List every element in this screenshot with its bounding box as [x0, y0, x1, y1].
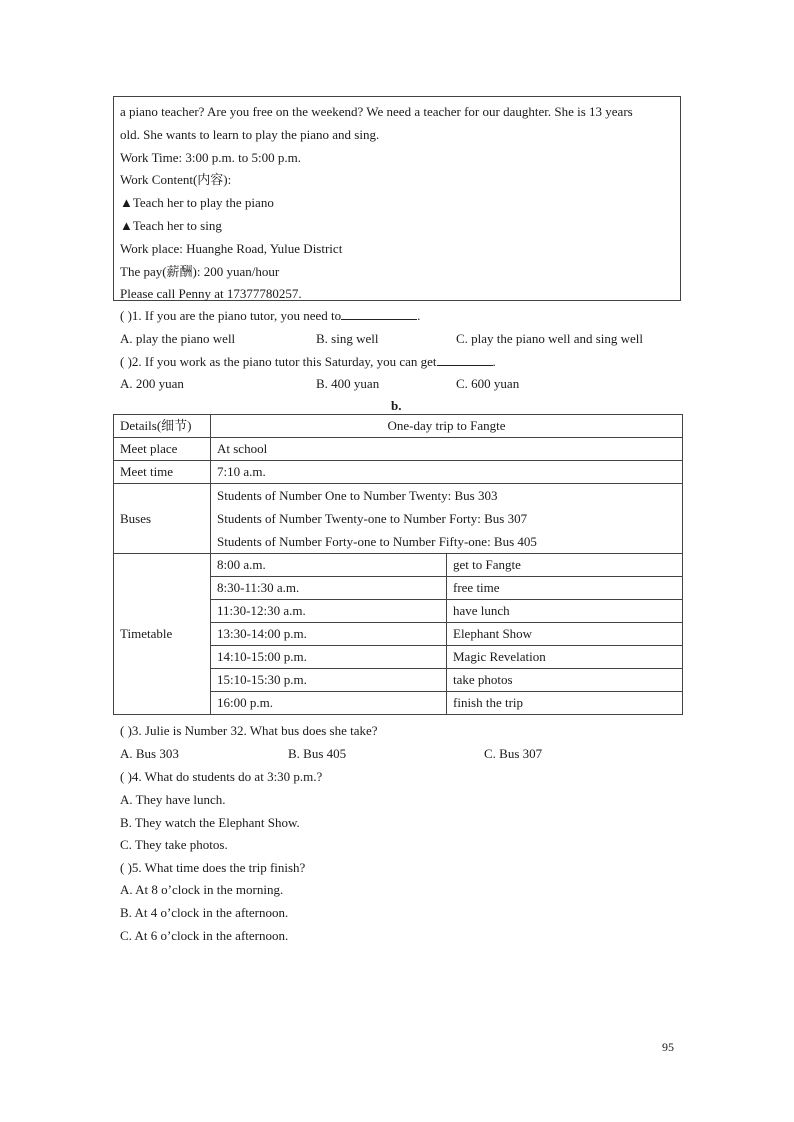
bus-line: Students of Number Forty-one to Number Fifty-one: Bus 405 [217, 534, 537, 549]
timetable-time: 13:30-14:00 p.m. [211, 623, 447, 646]
q2-option-c: C. 600 yuan [456, 376, 520, 391]
question-1-period: . [417, 308, 421, 323]
ad-work-place: Work place: Huanghe Road, Yulue District [120, 240, 343, 256]
question-4: ( )4. What do students do at 3:30 p.m.? [120, 769, 323, 784]
bus-line: Students of Number One to Number Twenty: Bus 303 [217, 488, 498, 503]
ad-task-piano: ▲Teach her to play the piano [120, 195, 274, 211]
ad-work-time: Work Time: 3:00 p.m. to 5:00 p.m. [120, 149, 301, 165]
section-b-label: b. [391, 398, 402, 413]
table-row [114, 461, 683, 484]
ad-contact: Please call Penny at 17377780257. [120, 286, 302, 302]
timetable-time: 14:10-15:00 p.m. [211, 646, 447, 669]
q2-option-b: B. 400 yuan [316, 376, 380, 391]
job-ad-box [113, 96, 681, 301]
timetable-label: Timetable [114, 554, 211, 715]
q1-option-b: B. sing well [316, 331, 379, 346]
buses-label: Buses [114, 484, 211, 554]
table-row [114, 484, 683, 554]
timetable-activity: Elephant Show [447, 623, 683, 646]
ad-task-sing: ▲Teach her to sing [120, 217, 222, 233]
question-3: ( )3. Julie is Number 32. What bus does she take? [120, 723, 378, 738]
question-2 [120, 354, 496, 370]
q4-option-b: B. They watch the Elephant Show. [120, 815, 300, 830]
q1-option-a: A. play the piano well [120, 331, 236, 346]
answer-blank[interactable] [341, 308, 417, 320]
table-header-row [114, 415, 683, 438]
ad-line: old. She wants to learn to play the piano and sing. [120, 126, 380, 142]
table-row [114, 438, 683, 461]
question-2-period: . [492, 354, 496, 369]
q1-option-c: C. play the piano well and sing well [456, 331, 644, 346]
meet-place-label: Meet place [114, 438, 211, 461]
question-1-text: ( )1. If you are the piano tutor, you need to [120, 308, 342, 323]
meet-place-value: At school [211, 438, 683, 461]
ad-line: a piano teacher? Are you free on the weekend? We need a teacher for our daughter. She is 13 years [120, 104, 633, 119]
meet-time-label: Meet time [114, 461, 211, 484]
question-5: ( )5. What time does the trip finish? [120, 860, 306, 875]
trip-table [113, 414, 683, 715]
timetable-row [114, 554, 683, 577]
timetable-activity: Magic Revelation [447, 646, 683, 669]
timetable-activity: get to Fangte [447, 554, 683, 577]
q5-option-a: A. At 8 o’clock in the morning. [120, 882, 284, 897]
ad-pay: The pay(薪酬): 200 yuan/hour [120, 263, 280, 279]
q3-option-a: A. Bus 303 [120, 746, 179, 761]
q3-option-c: C. Bus 307 [484, 746, 543, 761]
trip-title: One-day trip to Fangte [211, 415, 683, 438]
timetable-time: 8:30-11:30 a.m. [211, 577, 447, 600]
q5-option-c: C. At 6 o’clock in the afternoon. [120, 928, 289, 943]
question-1 [120, 308, 420, 324]
timetable-time: 11:30-12:30 a.m. [211, 600, 447, 623]
bus-line: Students of Number Twenty-one to Number Forty: Bus 307 [217, 511, 528, 526]
timetable-time: 15:10-15:30 p.m. [211, 669, 447, 692]
answer-blank[interactable] [437, 354, 493, 366]
q3-option-b: B. Bus 405 [288, 746, 347, 761]
meet-time-value: 7:10 a.m. [211, 461, 683, 484]
ad-work-content: Work Content(内容): [120, 172, 232, 188]
q4-option-a: A. They have lunch. [120, 792, 226, 807]
timetable-activity: finish the trip [447, 692, 683, 715]
timetable-time: 16:00 p.m. [211, 692, 447, 715]
q5-option-b: B. At 4 o’clock in the afternoon. [120, 905, 289, 920]
question-2-text: ( )2. If you work as the piano tutor this Saturday, you can get [120, 354, 437, 369]
q4-option-c: C. They take photos. [120, 837, 228, 852]
q2-option-a: A. 200 yuan [120, 376, 184, 391]
details-header: Details(细节) [114, 415, 211, 438]
page-number: 95 [662, 1040, 674, 1054]
timetable-activity: free time [447, 577, 683, 600]
timetable-activity: take photos [447, 669, 683, 692]
timetable-activity: have lunch [447, 600, 683, 623]
buses-value [211, 484, 683, 554]
timetable-time: 8:00 a.m. [211, 554, 447, 577]
